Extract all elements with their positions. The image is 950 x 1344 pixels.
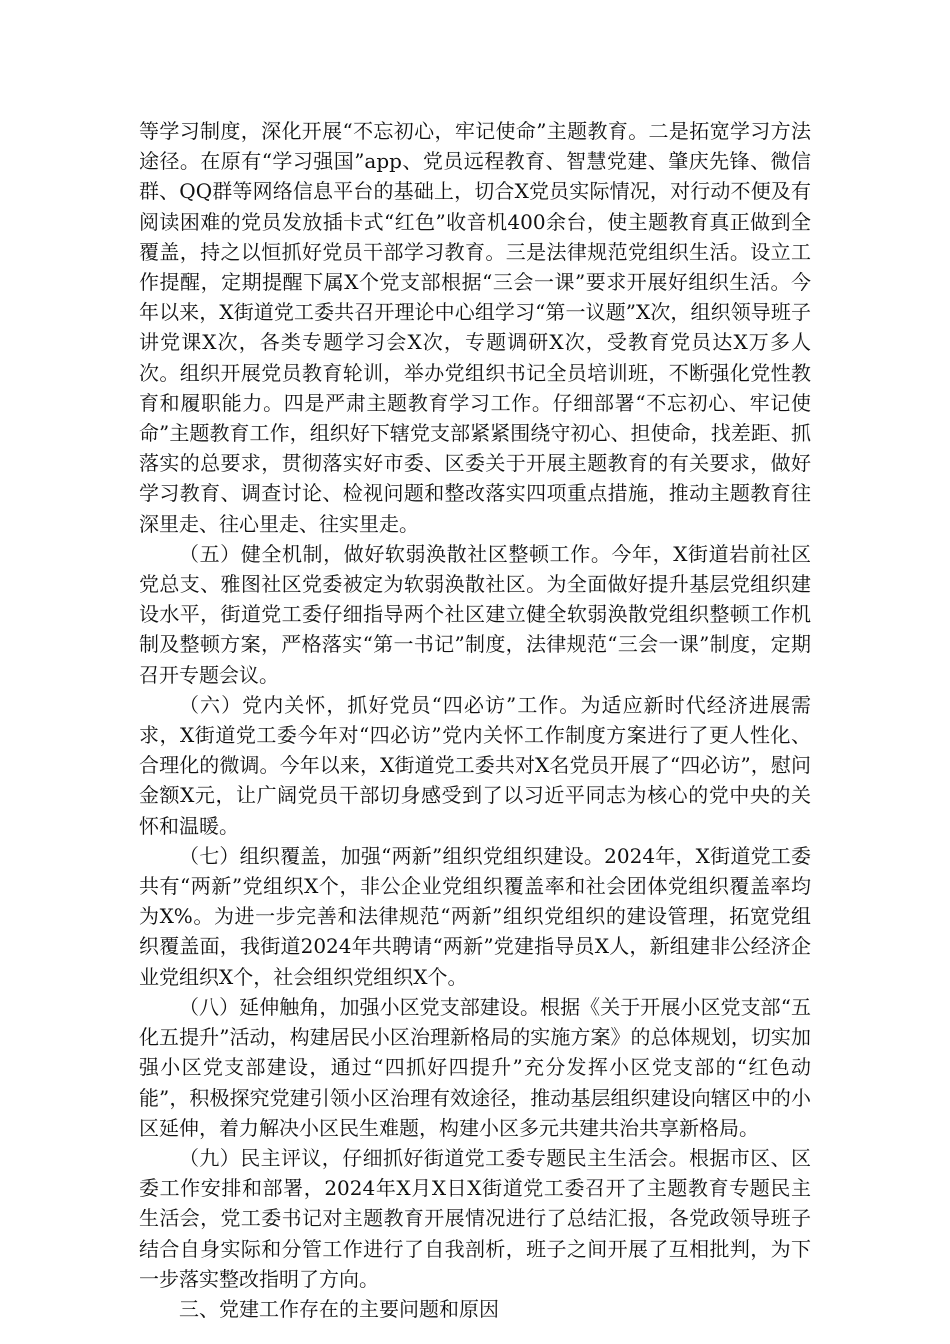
paragraph-section-five: （五）健全机制，做好软弱涣散社区整顿工作。今年，X街道岩前社区党总支、雅图社区党委被定为软弱涣散社区。为全面做好提升基层党组织建设水平，街道党工委仔细指导两个社区建立健全软弱涣散党组织整顿工作机制及整顿方案，严格落实“第一书记”制度，法律规范“三会一课”制度，定期召开专题会议。 <box>139 541 811 687</box>
document-body <box>139 116 811 1324</box>
paragraph-study-system: 等学习制度，深化开展“不忘初心，牢记使命”主题教育。二是拓宽学习方法途径。在原有“学习强国”app、党员远程教育、智慧党建、肇庆先锋、微信群、QQ群等网络信息平台的基础上，切合X党员实际情况，对行动不便及有阅读困难的党员发放插卡式“红色”收音机400余台，使主题教育真正做到全覆盖，持之以恒抓好党员干部学习教育。三是法律规范党组织生活。设立工作提醒，定期提醒下属X个党支部根据“三会一课”要求开展好组织生活。今年以来，X街道党工委共召开理论中心组学习“第一议题”X次，组织领导班子讲党课X次，各类专题学习会X次，专题调研X次，受教育党员达X万多人次。组织开展党员教育轮训，举办党组织书记全员培训班，不断强化党性教育和履职能力。四是严肃主题教育学习工作。仔细部署“不忘初心、牢记使命”主题教育工作，组织好下辖党支部紧紧围绕守初心、担使命，找差距、抓落实的总要求，贯彻落实好市委、区委关于开展主题教育的有关要求，做好学习教育、调查讨论、检视问题和整改落实四项重点措施，推动主题教育往深里走、往心里走、往实里走。 <box>139 119 811 536</box>
paragraph-section-seven: （七）组织覆盖，加强“两新”组织党组织建设。2024年，X街道党工委共有“两新”党组织X个，非公企业党组织覆盖率和社会团体党组织覆盖率均为X%。为进一步完善和法律规范“两新”组织党组织的建设管理，拓宽党组织覆盖面，我街道2024年共聘请“两新”党建指导员X人，新组建非公经济企业党组织X个，社会组织党组织X个。 <box>139 843 811 989</box>
paragraph-section-nine: （九）民主评议，仔细抓好街道党工委专题民主生活会。根据市区、区委工作安排和部署，2024年X月X日X街道党工委召开了主题教育专题民主生活会，党工委书记对主题教育开展情况进行了总结汇报，各党政领导班子结合自身实际和分管工作进行了自我剖析，班子之间开展了互相批判，为下一步落实整改指明了方向。 <box>139 1145 811 1291</box>
section-heading-problems: 三、党建工作存在的主要问题和原因 <box>179 1296 499 1321</box>
paragraph-section-six: （六）党内关怀，抓好党员“四必访”工作。为适应新时代经济进展需求，X街道党工委今年对“四必访”党内关怀工作制度方案进行了更人性化、合理化的微调。今年以来，X街道党工委共对X名党员开展了“四必访”，慰问金额X元，让广阔党员干部切身感受到了以习近平同志为核心的党中央的关怀和温暖。 <box>139 692 811 838</box>
paragraph-section-eight: （八）延伸触角，加强小区党支部建设。根据《关于开展小区党支部“五化五提升”活动，构建居民小区治理新格局的实施方案》的总体规划，切实加强小区党支部建设，通过“四抓好四提升”充分发挥小区党支部的“红色动能”，积极探究党建引领小区治理有效途径，推动基层组织建设向辖区中的小区延伸，着力解决小区民生难题，构建小区多元共建共治共享新格局。 <box>139 994 811 1140</box>
